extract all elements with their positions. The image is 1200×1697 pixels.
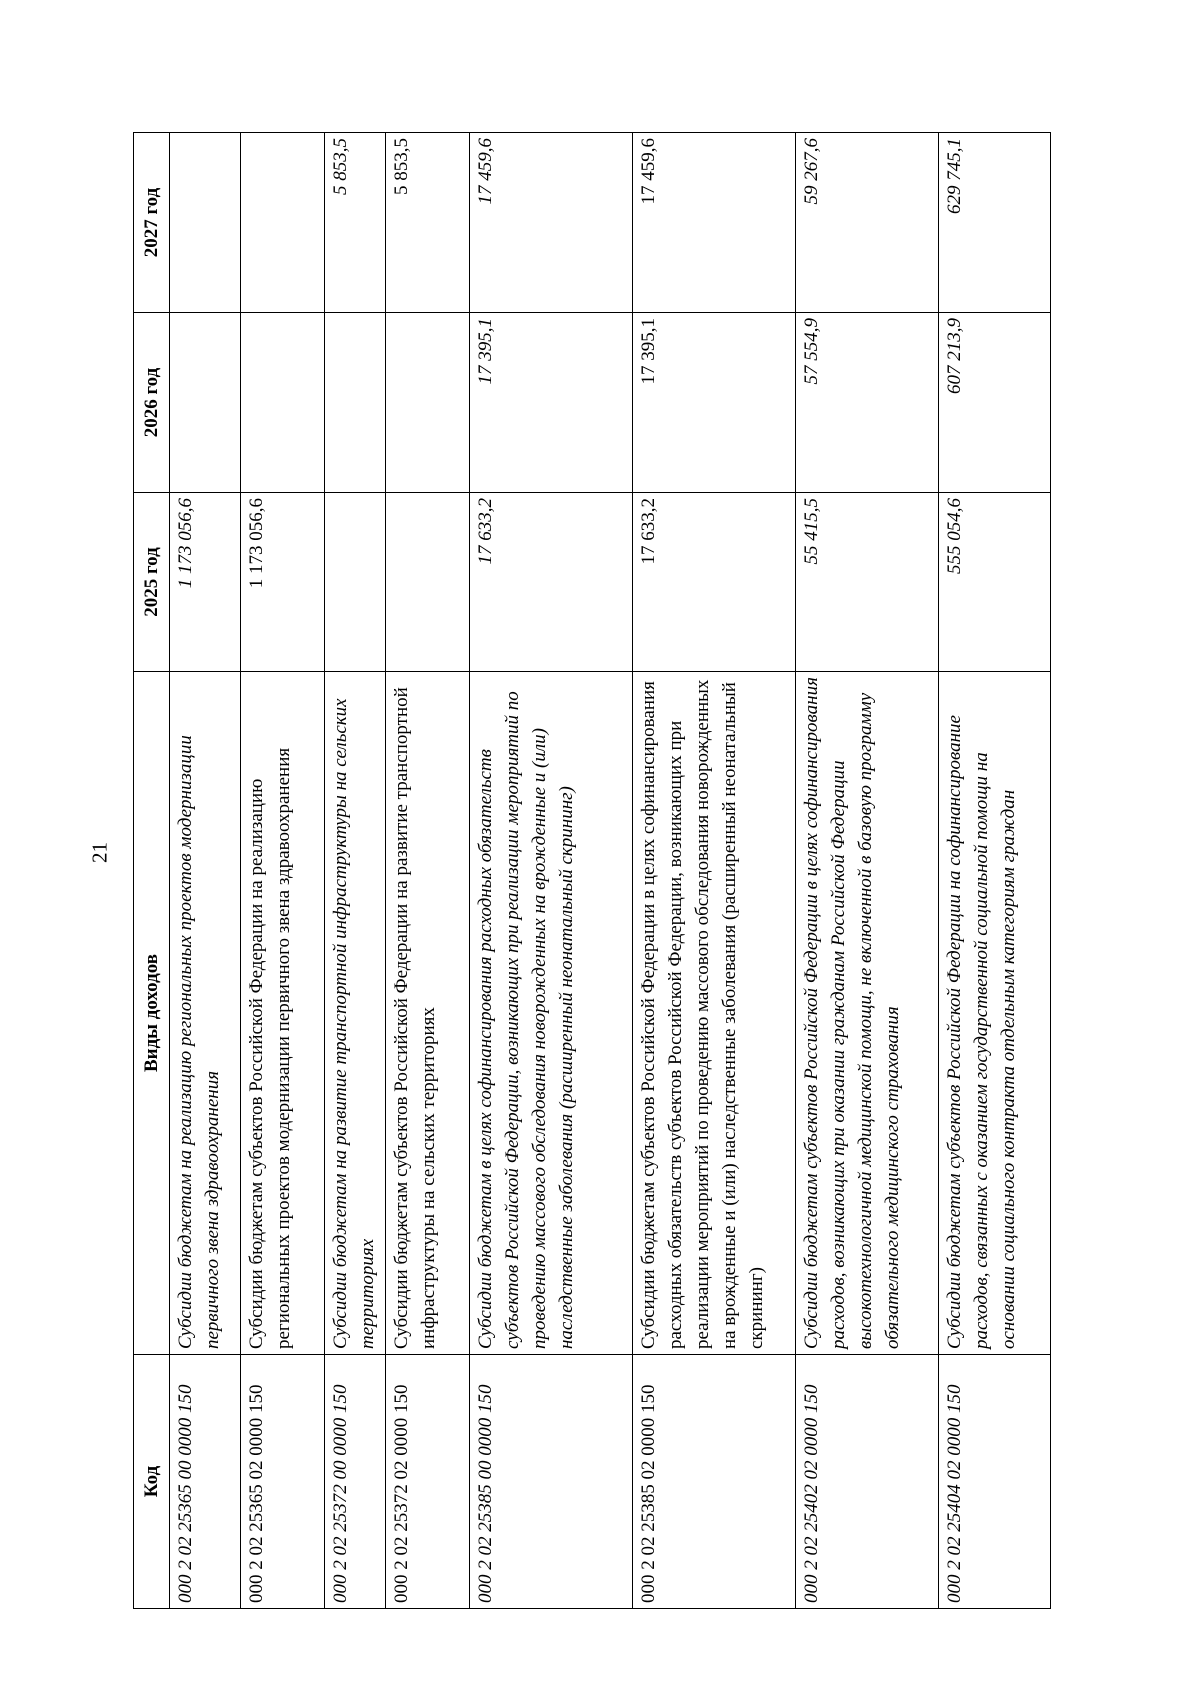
row-description: Субсидии бюджетам на реализацию региональных проектов модернизации первичного звена здравоохранения [170,672,241,1355]
row-value-2027: 629 745,1 [938,133,1050,313]
header-description: Виды доходов [134,672,170,1355]
row-description: Субсидии бюджетам субъектов Российской Федерации в целях софинансирования расходов, возникающих при оказании гражданам Российской Федерации высокотехнологичной медицинской помощи, не включенной в базовую программу обязательного медицинского страхования [796,672,939,1355]
row-value-2027: 5 853,5 [386,133,470,313]
row-value-2026 [170,313,241,493]
header-year-2026: 2026 год [134,313,170,493]
row-description: Субсидии бюджетам субъектов Российской Федерации на реализацию региональных проектов модернизации первичного звена здравоохранения [241,672,325,1355]
row-value-2026 [241,313,325,493]
row-code: 000 2 02 25372 02 0000 150 [386,1355,470,1609]
table-row [469,133,632,1609]
rotated-table-container [133,133,1051,1609]
row-description: Субсидии бюджетам в целях софинансирования расходных обязательств субъектов Российской Федерации, возникающих при реализации мероприятий по проведению массового обследования новорожденных на врожденные и (или) наследственные заболевания (расширенный неонатальный скрининг) [469,672,632,1355]
row-value-2026 [324,313,385,493]
row-code: 000 2 02 25365 02 0000 150 [241,1355,325,1609]
table-row [632,133,795,1609]
row-value-2027 [170,133,241,313]
row-description: Субсидии бюджетам на развитие транспортной инфраструктуры на сельских территориях [324,672,385,1355]
row-value-2025: 55 415,5 [796,493,939,672]
row-description: Субсидии бюджетам субъектов Российской Федерации на софинансирование расходов, связанных с оказанием государственной социальной помощи на основании социального контракта отдельным категориям граждан [938,672,1050,1355]
table-row [324,133,385,1609]
row-value-2026: 57 554,9 [796,313,939,493]
table-row [938,133,1050,1609]
row-value-2027 [241,133,325,313]
row-description: Субсидии бюджетам субъектов Российской Федерации на развитие транспортной инфраструктуры на сельских территориях [386,672,470,1355]
row-value-2025: 1 173 056,6 [170,493,241,672]
page-number: 21 [87,842,112,863]
row-value-2026: 17 395,1 [469,313,632,493]
row-code: 000 2 02 25385 02 0000 150 [632,1355,795,1609]
row-code: 000 2 02 25385 00 0000 150 [469,1355,632,1609]
row-value-2027: 5 853,5 [324,133,385,313]
row-value-2026: 607 213,9 [938,313,1050,493]
table-row [386,133,470,1609]
row-value-2025: 17 633,2 [469,493,632,672]
row-value-2025: 17 633,2 [632,493,795,672]
row-value-2026: 17 395,1 [632,313,795,493]
row-value-2026 [386,313,470,493]
row-value-2025 [386,493,470,672]
header-year-2025: 2025 год [134,493,170,672]
table-row [241,133,325,1609]
header-code: Код [134,1355,170,1609]
row-value-2025 [324,493,385,672]
row-value-2025: 1 173 056,6 [241,493,325,672]
row-description: Субсидии бюджетам субъектов Российской Федерации в целях софинансирования расходных обязательств субъектов Российской Федерации, возникающих при реализации мероприятий по проведению массового обследования новорожденных на врожденные и (или) наследственные заболевания (расширенный неонатальный скрининг) [632,672,795,1355]
row-code: 000 2 02 25402 02 0000 150 [796,1355,939,1609]
row-code: 000 2 02 25372 00 0000 150 [324,1355,385,1609]
row-value-2027: 59 267,6 [796,133,939,313]
row-value-2027: 17 459,6 [632,133,795,313]
table-header-row [134,133,170,1609]
row-value-2025: 555 054,6 [938,493,1050,672]
row-code: 000 2 02 25404 02 0000 150 [938,1355,1050,1609]
table-row [796,133,939,1609]
income-table [133,132,1051,1609]
row-value-2027: 17 459,6 [469,133,632,313]
row-code: 000 2 02 25365 00 0000 150 [170,1355,241,1609]
table-row [170,133,241,1609]
header-year-2027: 2027 год [134,133,170,313]
